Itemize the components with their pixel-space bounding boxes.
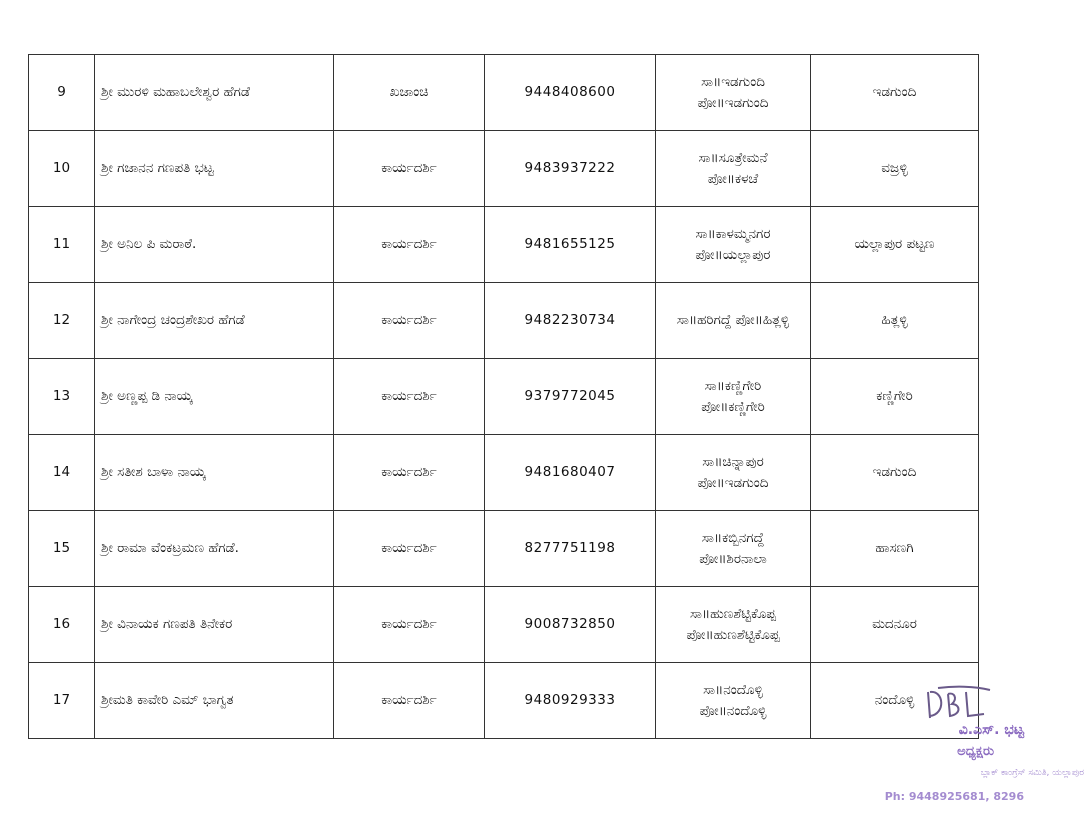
- designation-cell: ಕಾರ್ಯದರ್ಶಿ: [334, 207, 485, 283]
- address-line-2: ಪೋ॥ಇಡಗುಂದಿ: [697, 94, 769, 111]
- name-cell: ಶ್ರೀ ಅನಿಲ ಪಿ ಮರಾಠೆ.: [95, 207, 334, 283]
- designation-cell: ಕಾರ್ಯದರ್ಶಿ: [334, 511, 485, 587]
- serial-number-cell: 9: [29, 55, 95, 131]
- address-line-1: ಸಾ॥ಹುಣಶೆಟ್ಟಿಕೊಪ್ಪ: [689, 606, 777, 623]
- address-line-2: ಪೋ॥ಹುಣಶೆಟ್ಟಿಕೊಪ್ಪ: [686, 626, 780, 643]
- designation-cell: ಕಾರ್ಯದರ್ಶಿ: [334, 587, 485, 663]
- name-cell: ಶ್ರೀ ಸತೀಶ ಬಾಳಾ ನಾಯ್ಕ: [95, 435, 334, 511]
- phone-cell: 9482230734: [485, 283, 656, 359]
- address-line-2: ಪೋ॥ಯಲ್ಲಾಪುರ: [695, 246, 771, 263]
- village-cell: ಹಾಸಣಗಿ: [811, 511, 979, 587]
- table-row: [29, 663, 979, 739]
- table-row: [29, 131, 979, 207]
- phone-cell: 9379772045: [485, 359, 656, 435]
- address-cell: [656, 511, 811, 587]
- name-cell: ಶ್ರೀ ನಾಗೇಂದ್ರ ಚಂದ್ರಶೇಖರ ಹೆಗಡೆ: [95, 283, 334, 359]
- designation-cell: ಖಜಾಂಚಿ: [334, 55, 485, 131]
- phone-cell: 8277751198: [485, 511, 656, 587]
- address-line-2: ಪೋ॥ನಂದೊಳ್ಳಿ: [699, 702, 767, 719]
- address-cell: [656, 587, 811, 663]
- name-cell: ಶ್ರೀ ಗಜಾನನ ಗಣಪತಿ ಭಟ್ಟ: [95, 131, 334, 207]
- address-cell: [656, 359, 811, 435]
- phone-cell: 9483937222: [485, 131, 656, 207]
- phone-cell: 9480929333: [485, 663, 656, 739]
- serial-number-cell: 10: [29, 131, 95, 207]
- serial-number-cell: 15: [29, 511, 95, 587]
- designation-cell: ಕಾರ್ಯದರ್ಶಿ: [334, 359, 485, 435]
- address-cell: [656, 283, 811, 359]
- table-row: [29, 587, 979, 663]
- table-row: [29, 511, 979, 587]
- serial-number-cell: 14: [29, 435, 95, 511]
- name-cell: ಶ್ರೀ ವಿನಾಯಕ ಗಣಪತಿ ತಿನೇಕರ: [95, 587, 334, 663]
- serial-number-cell: 12: [29, 283, 95, 359]
- address-line-1: ಸಾ॥ಕಾಳಮ್ಮನಗರ: [695, 226, 771, 243]
- address-line-1: ಸಾ॥ನಂದೊಳ್ಳಿ: [703, 682, 763, 699]
- phone-cell: 9448408600: [485, 55, 656, 131]
- village-cell: ಇಡಗುಂದಿ: [811, 55, 979, 131]
- serial-number-cell: 13: [29, 359, 95, 435]
- name-cell: ಶ್ರೀಮತಿ ಕಾವೇರಿ ಎಮ್ ಭಾಗ್ವತ: [95, 663, 334, 739]
- roster-body: [29, 55, 979, 739]
- table-row: [29, 55, 979, 131]
- address-line-1: ಸಾ॥ಇಡಗುಂದಿ: [701, 74, 765, 91]
- designation-cell: ಕಾರ್ಯದರ್ಶಿ: [334, 663, 485, 739]
- phone-cell: 9481655125: [485, 207, 656, 283]
- address-line-1: ಸಾ॥ಸೂತ್ರೇಮನೆ: [698, 150, 768, 167]
- address-cell: [656, 435, 811, 511]
- village-cell: ಇಡಗುಂದಿ: [811, 435, 979, 511]
- village-cell: ನಂದೊಳ್ಳಿ: [811, 663, 979, 739]
- village-cell: ಕಣ್ಣಿಗೇರಿ: [811, 359, 979, 435]
- village-cell: ಯಲ್ಲಾಪುರ ಪಟ್ಟಣ: [811, 207, 979, 283]
- stamp-name: ವಿ.ಎಸ್. ಭಟ್ಟ: [958, 722, 1024, 738]
- stamp-phone: Ph: 9448925681, 8296: [884, 790, 1024, 803]
- table-row: [29, 359, 979, 435]
- stamp-organization: ಬ್ಲಾಕ್ ಕಾಂಗ್ರೆಸ್ ಸಮಿತಿ, ಯಲ್ಲಾಪುರ: [980, 768, 1084, 778]
- stamp-title: ಅಧ್ಯಕ್ಷರು: [957, 744, 994, 759]
- table-row: [29, 435, 979, 511]
- address-line-2: ಪೋ॥ಶಿರನಾಲಾ: [699, 550, 767, 567]
- village-cell: ವಜ್ರಳ್ಳಿ: [811, 131, 979, 207]
- address-line-1: ಸಾ॥ಚಿನ್ನಾಪುರ: [702, 454, 764, 471]
- name-cell: ಶ್ರೀ ಅಣ್ಣಪ್ಪ ಡಿ ನಾಯ್ಕ: [95, 359, 334, 435]
- table-row: [29, 283, 979, 359]
- roster-table: [28, 54, 979, 739]
- signature-mark: [924, 684, 994, 722]
- serial-number-cell: 17: [29, 663, 95, 739]
- phone-cell: 9481680407: [485, 435, 656, 511]
- name-cell: ಶ್ರೀ ಮುರಳಿ ಮಹಾಬಲೇಶ್ವರ ಹೆಗಡೆ: [95, 55, 334, 131]
- village-cell: ಮದನೂರ: [811, 587, 979, 663]
- table-row: [29, 207, 979, 283]
- address-cell: [656, 663, 811, 739]
- address-cell: [656, 55, 811, 131]
- address-line-1: ಸಾ॥ಕಬ್ಬಿನಗದ್ದೆ: [701, 530, 765, 547]
- address-line-1: ಸಾ॥ಕಣ್ಣಿಗೇರಿ: [704, 378, 762, 395]
- designation-cell: ಕಾರ್ಯದರ್ಶಿ: [334, 131, 485, 207]
- address-line-2: ಪೋ॥ಕಳಚೆ: [707, 170, 759, 187]
- phone-cell: 9008732850: [485, 587, 656, 663]
- designation-cell: ಕಾರ್ಯದರ್ಶಿ: [334, 435, 485, 511]
- address-line-2: ಪೋ॥ಇಡಗುಂದಿ: [697, 474, 769, 491]
- serial-number-cell: 11: [29, 207, 95, 283]
- address-cell: [656, 207, 811, 283]
- address-line-2: ಪೋ॥ಕಣ್ಣಿಗೇರಿ: [701, 398, 765, 415]
- village-cell: ಹಿತ್ಲಳ್ಳಿ: [811, 283, 979, 359]
- name-cell: ಶ್ರೀ ರಾಮಾ ವೆಂಕಟ್ರಮಣ ಹೆಗಡೆ.: [95, 511, 334, 587]
- address-line-1: ಸಾ॥ಹರಿಗದ್ದೆ ಪೋ॥ಹಿತ್ಲಳ್ಳಿ: [676, 312, 790, 329]
- serial-number-cell: 16: [29, 587, 95, 663]
- official-stamp: [884, 682, 1084, 821]
- address-cell: [656, 131, 811, 207]
- designation-cell: ಕಾರ್ಯದರ್ಶಿ: [334, 283, 485, 359]
